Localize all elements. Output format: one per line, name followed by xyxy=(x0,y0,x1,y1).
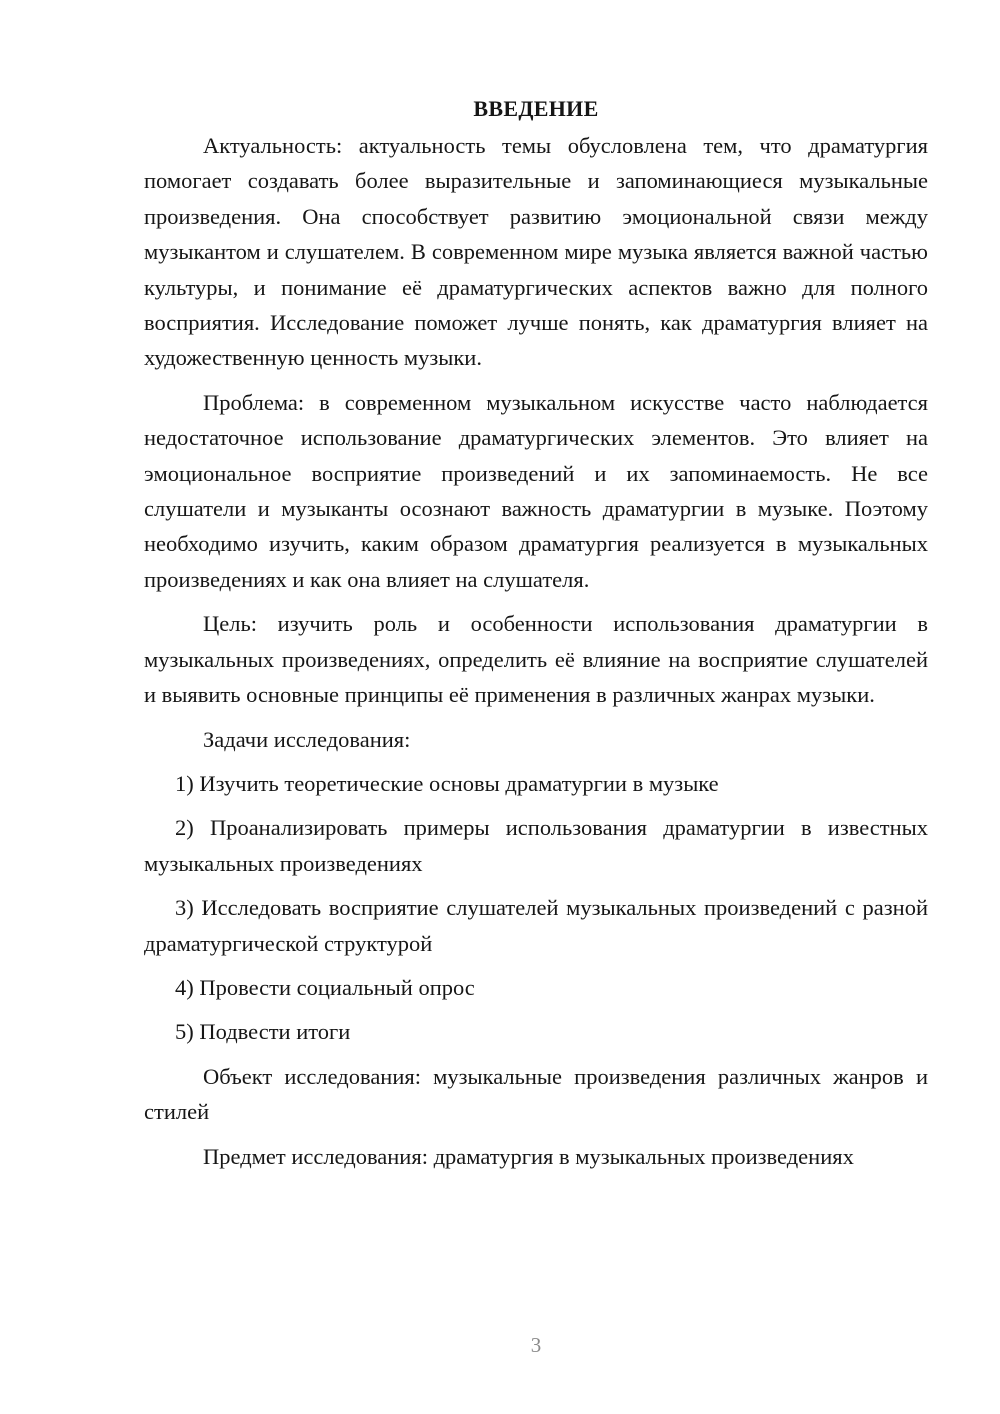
document-title: ВВЕДЕНИЕ xyxy=(473,96,599,121)
paragraph-relevance: Актуальность: актуальность темы обусловлена тем, что драматургия помогает создавать более выразительные и запоминающиеся музыкальные произведения. Она способствует развитию эмоциональной связи между музыкантом и слушателем. В современном мире музыка является важной частью культуры, и понимание её драматургических аспектов важно для полного восприятия. Исследование поможет лучше понять, как драматургия влияет на художественную ценность музыки. xyxy=(144,133,928,371)
paragraph-goal: Цель: изучить роль и особенности использования драматургии в музыкальных произведениях, определить её влияние на восприятие слушателей и выявить основные принципы её применения в различных жанрах музыки. xyxy=(144,611,928,708)
paragraph-subject: Предмет исследования: драматургия в музыкальных произведениях xyxy=(203,1143,854,1169)
task-item-3: 3) Исследовать восприятие слушателей музыкальных произведений с разной драматургической структурой xyxy=(144,895,928,956)
task-item-1: 1) Изучить теоретические основы драматургии в музыке xyxy=(175,770,719,796)
task-item-2: 2) Проанализировать примеры использования драматургии в известных музыкальных произведениях xyxy=(144,815,928,876)
document-page xyxy=(144,94,928,1183)
paragraph-object: Объект исследования: музыкальные произведения различных жанров и стилей xyxy=(144,1063,928,1125)
task-item-4: 4) Провести социальный опрос xyxy=(175,974,475,1000)
task-item-5: 5) Подвести итоги xyxy=(175,1019,351,1045)
paragraph-problem: Проблема: в современном музыкальном искусстве часто наблюдается недостаточное использование драматургических элементов. Это влияет на эмоциональное восприятие произведений и их запоминаемость. Не все слушатели и музыканты осознают важность драматургии в музыке. Поэтому необходимо изучить, каким образом драматургия реализуется в музыкальных произведениях и как она влияет на слушателя. xyxy=(144,389,928,592)
tasks-heading: Задачи исследования: xyxy=(203,726,411,752)
page-number: 3 xyxy=(530,1333,542,1357)
